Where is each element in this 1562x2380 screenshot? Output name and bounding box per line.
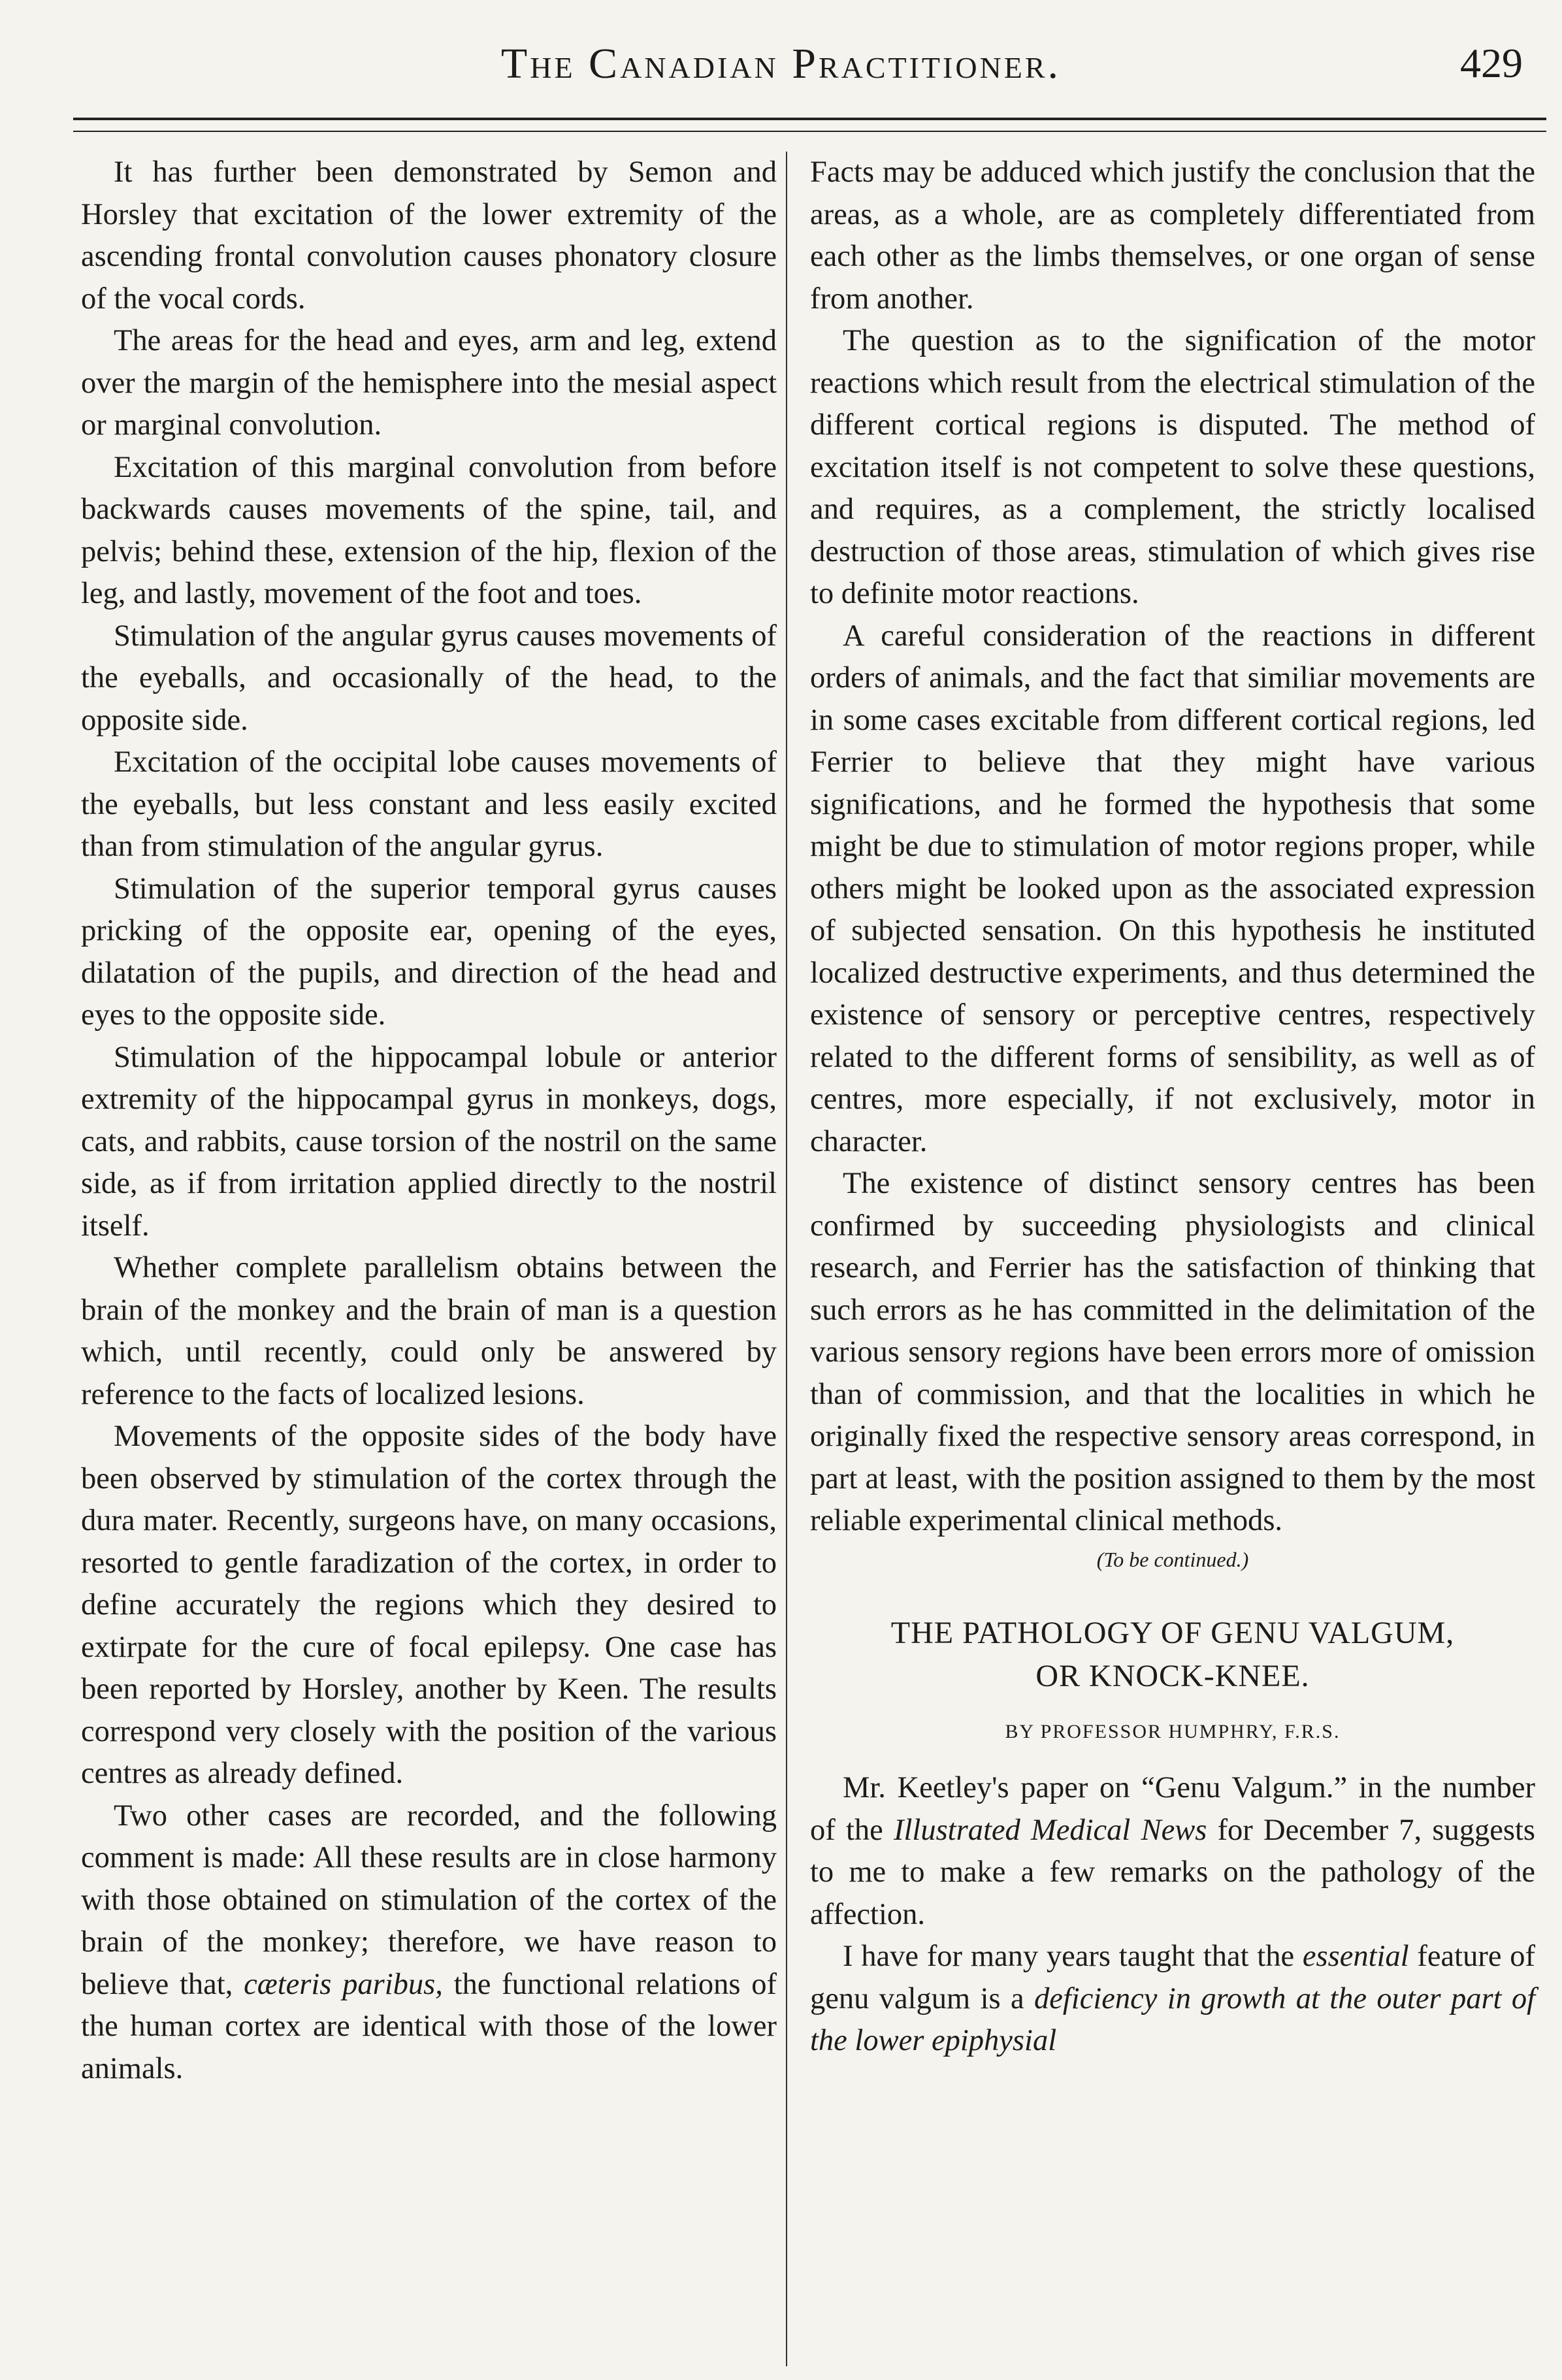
paragraph: Whether complete parallelism obtains between the brain of the monkey and the brain of man is a question which, until recently, could only be answered by reference to the facts of localized lesions. [81,1251,777,1411]
paragraph: Stimulation of the angular gyrus causes movements of the eyeballs, and occasionally of the head, to the opposite side. [81,619,777,737]
header-rule-thin [73,131,1546,132]
header-rule-thick [73,118,1546,120]
paragraph: It has further been demonstrated by Semon and Horsley that excitation of the lower extremity of the ascending frontal convolution causes phonatory closure of the vocal cords. [81,155,777,316]
running-title: The Canadian Practitioner. [500,40,1062,88]
continuation-paragraph: Facts may be adduced which justify the conclusion that the areas, as a whole, are as completely differentiated from each other as the limbs themselves, or one organ of sense from another. [810,155,1535,316]
right-column [810,152,1535,2062]
text-run: I have for many years taught that the [843,1940,1303,1973]
left-column [81,152,777,2090]
paragraph: Excitation of the occipital lobe causes movements of the eyeballs, but less constant and less easily excited than from stimulation of the angular gyrus. [81,745,777,863]
paragraph: Movements of the opposite sides of the body have been observed by stimulation of the cortex through the dura mater. Recently, surgeons have, on many occasions, resorted to gentle faradization of the cortex, in order to define accurately the regions which they desired to extirpate for the cure of focal epilepsy. One case has been reported by Horsley, another by Keen. The results correspond very closely with the position of the various centres as already defined. [81,1420,777,1790]
text-run: for December 7, suggests to me to make a few remarks on the pathology of the affection. [810,1813,1536,1931]
paragraph [810,1936,1535,2062]
paragraph [810,1767,1535,1936]
paragraph: Stimulation of the superior temporal gyrus causes pricking of the opposite ear, opening of the eyes, dilatation of the pupils, and direction of the head and eyes to the opposite side. [81,872,777,1032]
text-run: the functional relations of the human cortex are identical with those of the lower animals. [81,1967,777,2085]
text-run: feature of genu valgum is a [810,1940,1535,2015]
text-run: Two other cases are recorded, and the following comment is made: All these results are in close harmony with those obtained on stimulation of the cortex of the brain of the monkey; therefore, we have reason to believe that, [81,1799,777,2001]
article-title [810,1612,1535,1698]
article-title-line: OR KNOCK-KNEE. [1035,1658,1310,1693]
paragraph: A careful consideration of the reactions in different orders of animals, and the fact that similiar movements are in some cases excitable from different cortical regions, led Ferrier to believe that they might have various significations, and he formed the hypothesis that some might be due to stimulation of motor regions proper, while others might be looked upon as the associated expression of subjected sensation. On this hypothesis he instituted localized destructive experiments, and thus determined the existence of sensory or perceptive centres, respectively related to the different forms of sensibility, as well as of centres, more especially, if not exclusively, motor in character. [810,619,1535,1158]
italic-text: essential [1302,1940,1409,1973]
running-header [0,39,1562,111]
paragraph: The existence of distinct sensory centres has been confirmed by succeeding physiologists and clinical research, and Ferrier has the satisfaction of thinking that such errors as he has committed in the delimitation of the various sensory regions have been errors more of omission than of commission, and that the localities in which he originally fixed the respective sensory areas correspond, in part at least, with the position assigned to them by the most reliable experimental clinical methods. [810,1167,1535,1537]
paragraph: Excitation of this marginal convolution from before backwards causes movements of the spine, tail, and pelvis; behind these, extension of the hip, flexion of the leg, and lastly, movement of the foot and toes. [81,450,777,610]
paragraph: The areas for the head and eyes, arm and leg, extend over the margin of the hemisphere into the mesial aspect or marginal convolution. [81,324,777,442]
paragraph [81,1795,777,2091]
to-be-continued: (To be continued.) [1096,1547,1249,1571]
paragraph: Stimulation of the hippocampal lobule or anterior extremity of the hippocampal gyrus in monkeys, dogs, cats, and rabbits, cause torsion of the nostril on the same side, as if from irritation applied directly to the nostril itself. [81,1040,777,1243]
italic-text: deficiency in growth at the outer part of the lower epiphysial [810,1981,1535,2057]
article-title-line: THE PATHOLOGY OF GENU VALGUM, [890,1615,1455,1650]
text-run: Mr. Keetley's paper on “Genu Valgum.” in the number of the [810,1771,1535,1847]
page-number: 429 [1460,40,1523,86]
journal-title: Illustrated Medical News [894,1813,1207,1847]
italic-text: cæteris paribus, [244,1967,443,2001]
column-divider [786,152,787,2366]
byline: BY PROFESSOR HUMPHRY, F.R.S. [1005,1720,1341,1742]
paragraph: The question as to the signification of the motor reactions which result from the electrical stimulation of the different cortical regions is disputed. The method of excitation itself is not competent to solve these questions, and requires, as a complement, the strictly localised destruction of those areas, stimulation of which gives rise to definite motor reactions. [810,324,1535,610]
